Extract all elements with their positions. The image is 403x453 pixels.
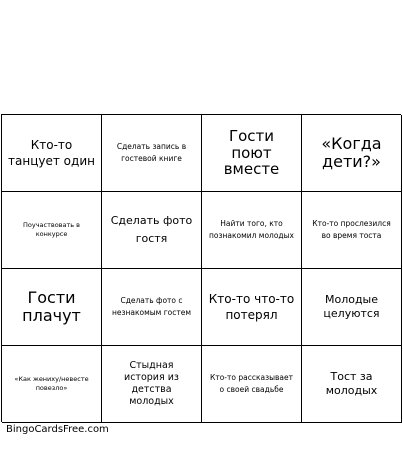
bingo-cell[interactable]	[302, 192, 402, 269]
bingo-cell[interactable]	[2, 192, 102, 269]
bingo-cell[interactable]	[102, 346, 202, 423]
bingo-cell[interactable]	[102, 192, 202, 269]
cell-text: Сделать фото гостя	[110, 214, 193, 245]
cell-text: Тост за молодых	[325, 369, 378, 397]
cell-text: Кто-то прослезился во время тоста	[312, 219, 391, 240]
bingo-cell[interactable]	[302, 346, 402, 423]
bingo-cell[interactable]	[302, 269, 402, 346]
bingo-cell[interactable]	[102, 115, 202, 192]
site-credit: BingoCardsFree.com	[6, 424, 109, 435]
cell-text: Молодые целуются	[323, 292, 380, 320]
cell-text: Сделать фото с незнакомым гостем	[111, 296, 192, 317]
bingo-card	[1, 114, 401, 422]
bingo-cell[interactable]	[2, 115, 102, 192]
bingo-cell[interactable]	[202, 269, 302, 346]
bingo-cell[interactable]	[2, 269, 102, 346]
cell-text: Кто-то что-то потерял	[208, 291, 295, 322]
cell-text: Найти того, кто познакомил молодых	[209, 219, 294, 240]
cell-text: Гости поют вместе	[223, 127, 280, 179]
bingo-cell[interactable]	[102, 269, 202, 346]
cell-text: Поучаствовать в конкурсе	[22, 221, 81, 238]
bingo-cell[interactable]	[302, 115, 402, 192]
cell-text: «Когда дети?»	[321, 133, 382, 171]
cell-text: Гости плачут	[22, 287, 81, 325]
cell-text: «Как жениху/невесте повезло»	[14, 375, 89, 392]
cell-text: Кто-то танцует один	[8, 137, 95, 168]
bingo-cell[interactable]	[202, 115, 302, 192]
cell-text: Сделать запись в гостевой книге	[116, 142, 187, 163]
bingo-cell[interactable]	[2, 346, 102, 423]
bingo-cell[interactable]	[202, 346, 302, 423]
cell-text: Кто-то рассказывает о своей свадьбе	[210, 373, 293, 394]
bingo-cell[interactable]	[202, 192, 302, 269]
cell-text: Стыдная история из детства молодых	[124, 360, 179, 407]
